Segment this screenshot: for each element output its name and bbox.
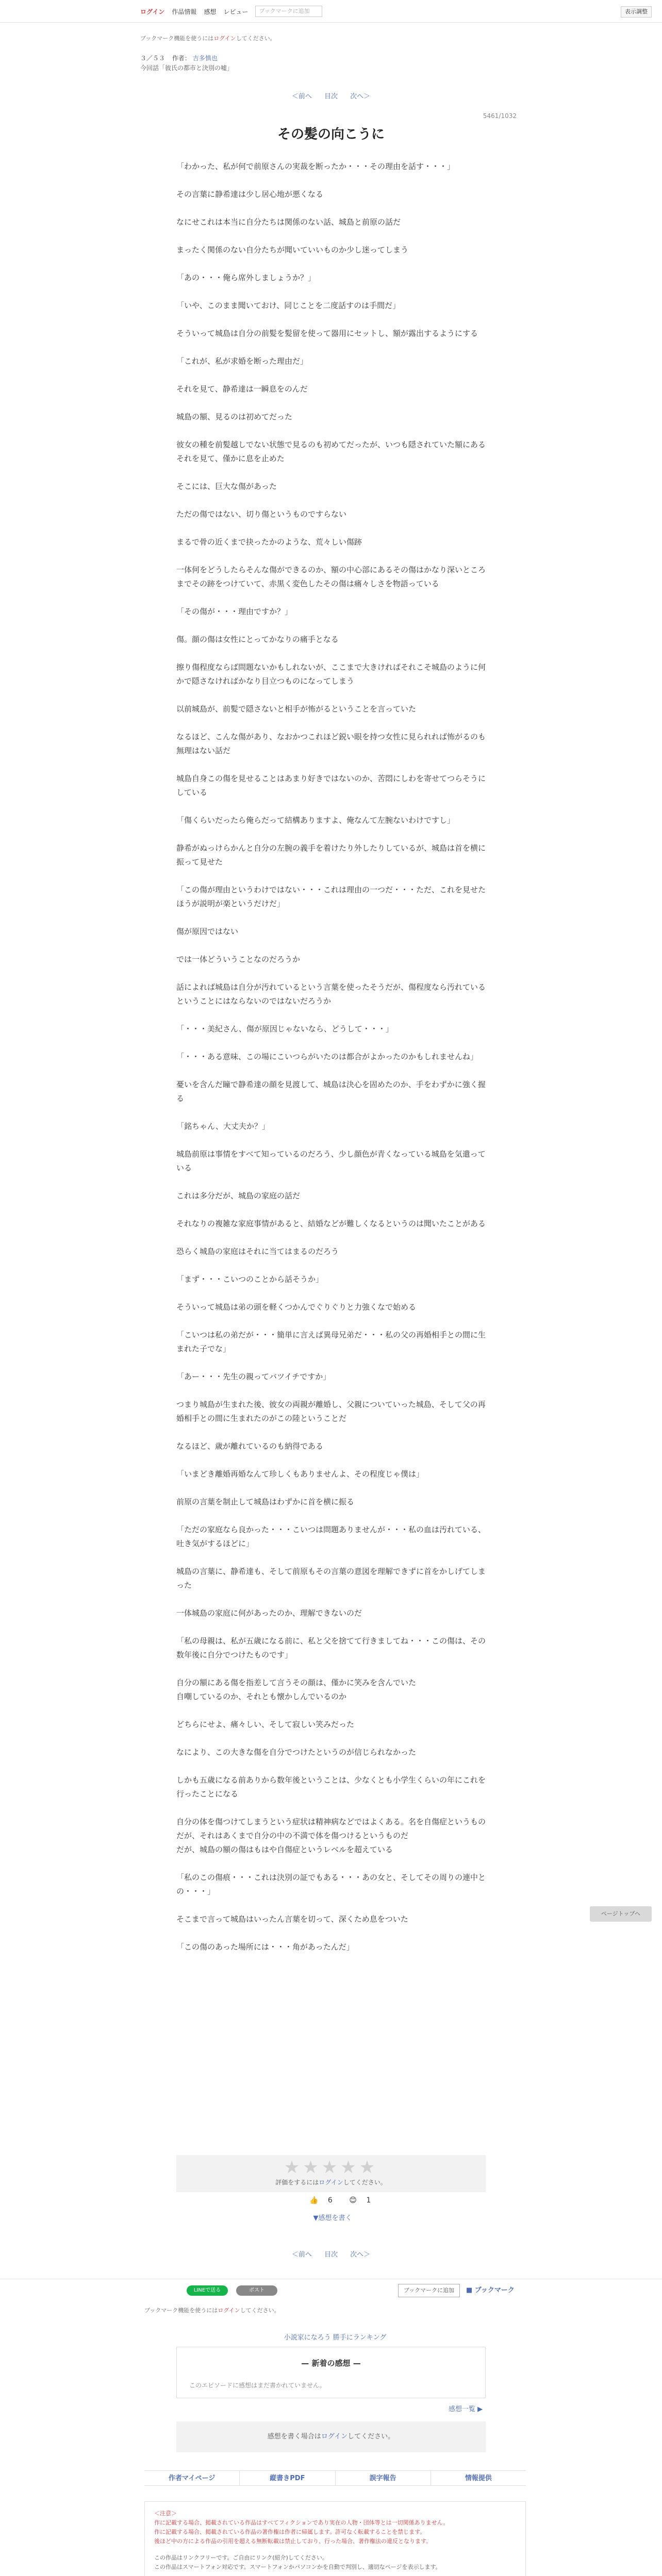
novel-paragraph: なにせこれは本当に自分たちは関係のない話、城島と前原の話だ bbox=[176, 217, 401, 227]
notice-smartphone: この作品はスマートフォン対応です。スマートフォンかパソコンかを自動で判別し、適切なページを表示します。 bbox=[154, 2564, 441, 2570]
novel-paragraph: そういって城島は弟の頭を軽くつかんでぐりぐりと力強くなで始める bbox=[176, 1302, 417, 1312]
novel-paragraph: 「こいつは私の弟だが・・・簡単に言えば異母兄弟だ・・・私の父の再婚相手との間に生まれた子でな」 bbox=[176, 1330, 486, 1353]
impressions-empty: このエピソードに感想はまだ書かれていません。 bbox=[189, 2382, 326, 2389]
rating-stars[interactable]: ★★★★★ bbox=[284, 2157, 378, 2178]
content-header bbox=[140, 34, 522, 72]
ranking-link[interactable]: 小説家になろう 勝手にランキング bbox=[284, 2334, 387, 2342]
display-settings-button[interactable]: 表示調整 bbox=[621, 6, 652, 18]
novel-paragraph: そういって城島は自分の前髪を髪留を使って器用にセットし、額が露出するようにする bbox=[176, 329, 478, 338]
novel-paragraph: 「わかった、私が何で前原さんの実裁を断ったか・・・その理由を話す・・・」 bbox=[176, 162, 455, 171]
novel-paragraph: 城島の言葉に、静希達も、そして前原もその言葉の意図を理解できずに首をかしげてしまった bbox=[176, 1567, 486, 1590]
notice-box bbox=[144, 2501, 526, 2576]
impressions-list-link[interactable]: 感想一覧 ▶ bbox=[449, 2405, 483, 2413]
novel-paragraph: 「私のこの傷痕・・・これは決別の証でもある・・・あの女と、そしてその周りの連中との・・・」 bbox=[176, 1873, 486, 1896]
next-link[interactable]: 次へ＞ bbox=[350, 93, 371, 100]
novel-paragraph: 城島の額、見るのは初めてだった bbox=[176, 412, 293, 421]
novel-paragraph: 自分の額にある傷を指差して言うその顔は、僅かに笑みを含んでいた 自嘲しているのか、それとも懐かしんでいるのか bbox=[176, 1678, 417, 1701]
novel-paragraph: 一体何をどうしたらそんな傷ができるのか、額の中心部にあるその傷はかなり深いところまでその跡をつけていて、赤黒く変色したその傷は痛々しさを物語っている bbox=[176, 565, 486, 588]
typo-report-link[interactable]: 誤字報告 bbox=[336, 2471, 431, 2485]
write-login-link[interactable]: ログイン bbox=[321, 2433, 348, 2441]
vertical-pdf-link[interactable]: 縦書きPDF bbox=[240, 2471, 335, 2485]
novel-paragraph: 「銘ちゃん、大丈夫か？」 bbox=[176, 1122, 270, 1131]
novel-paragraph: まるで骨の近くまで抉ったかのような、荒々しい傷跡 bbox=[176, 537, 362, 547]
notice-text-3: 後ほど中の方による作品の引用を超える無断転載は禁止しており、行った場合、著作権法の違反となります。 bbox=[154, 2538, 432, 2545]
login-link[interactable]: ログイン bbox=[140, 8, 165, 15]
info-provide-link[interactable]: 情報提供 bbox=[465, 2475, 492, 2482]
novel-paragraph: 傷。顔の傷は女性にとってかなりの痛手となる bbox=[176, 635, 339, 644]
rating-note: 評価をするにはログインしてください。 bbox=[275, 2179, 387, 2186]
rating-box bbox=[176, 2155, 486, 2192]
novel-paragraph: 「傷くらいだったら俺らだって結構ありますよ、俺なんて左腕ないわけですし」 bbox=[176, 816, 455, 825]
x-share-button[interactable]: ポスト bbox=[236, 2285, 277, 2296]
novel-paragraph: 「あの・・・俺ら席外しましょうか？」 bbox=[176, 273, 316, 282]
smile-icon[interactable]: 😊 1 bbox=[349, 2196, 371, 2205]
novel-paragraph: 「あー・・・先生の親ってバツイチですか」 bbox=[176, 1372, 331, 1381]
bookmark-button[interactable]: ■ ブックマーク bbox=[466, 2286, 515, 2294]
novel-paragraph: 憂いを含んだ瞳で静希達の顔を見渡して、城島は決心を固めたのか、手をわずかに強く握る bbox=[176, 1080, 486, 1103]
novel-paragraph: 彼女の種を前髪越しでない状態で見るのも初めてだったが、いつも隠されていた額にあるそれを見て、僅かに息を止めた bbox=[176, 440, 486, 463]
novel-paragraph: 「・・・美紀さん、傷が原因じゃないなら、どうして・・・」 bbox=[176, 1024, 393, 1033]
bookmark-login-link-bottom[interactable]: ログイン bbox=[218, 2307, 240, 2314]
series-info: ３／５３ 作者： 吉多慎也 今回話「彼氏の都市と決別の嘘」 bbox=[140, 54, 522, 72]
novel-paragraph: 傷が原因ではない bbox=[176, 927, 239, 936]
novel-paragraph: 話によれば城島は自分が汚れているという言葉を使ったそうだが、傷程度なら汚れているということにはならないのではないだろうか bbox=[176, 982, 486, 1006]
notice-text-2: 作に記載する場合、掲載されている作品の著作権は作者に帰属します。許可なく転載することを禁じます。 bbox=[154, 2529, 426, 2535]
novel-paragraph: 「いまどき離婚再婚なんて珍しくもありませんよ、その程度じゃ僕は」 bbox=[176, 1469, 424, 1479]
novel-paragraph: 前原の言葉を制止して城島はわずかに首を横に振る bbox=[176, 1497, 355, 1506]
novel-paragraph: それなりの複雑な家庭事情があると、結婚などが難しくなるというのは聞いたことがある bbox=[176, 1219, 486, 1228]
notice-title: ＜注意＞ bbox=[154, 2510, 177, 2517]
novel-paragraph: そこには、巨大な傷があった bbox=[176, 482, 277, 491]
chapter-title: 今回話「彼氏の都市と決別の嘘」 bbox=[140, 64, 234, 72]
novel-paragraph: まったく関係のない自分たちが聞いていいものか少し迷ってしまう bbox=[176, 245, 409, 255]
episode-progress: ３／５３ bbox=[140, 55, 166, 62]
line-share-button[interactable]: LINEで送る bbox=[187, 2285, 228, 2296]
novel-paragraph: 恐らく城島の家庭はそれに当てはまるのだろう bbox=[176, 1247, 339, 1256]
top-header bbox=[0, 0, 662, 23]
nav-link-impressions[interactable]: 感想 bbox=[204, 8, 217, 15]
bookmark-add-box[interactable]: ブックマークに追加 bbox=[255, 6, 322, 17]
prev-link-bottom[interactable]: ＜前へ bbox=[291, 2251, 312, 2259]
novel-paragraph: 静希がぬっけらかんと自分の左腕の義手を着けたり外したりしているが、城島は首を横に振って見せた bbox=[176, 843, 486, 867]
novel-paragraph: これは多分だが、城島の家庭の話だ bbox=[176, 1191, 301, 1200]
novel-paragraph: 一体城島の家庭に何があったのか、理解できないのだ bbox=[176, 1608, 362, 1618]
thumbs-up-icon[interactable]: 👍 6 bbox=[309, 2196, 333, 2205]
nav-link-info[interactable]: 作品情報 bbox=[172, 8, 197, 15]
bottom-pager bbox=[176, 2249, 486, 2259]
novel-paragraph: 自分の体を傷つけてしまうという症状は精神病などではよくある。名を自傷症というものだが、それはあくまで自分の中の不満で体を傷つけるというものだ だが、城島の額の傷はもはや自傷症というレベルを超えている bbox=[176, 1817, 486, 1854]
bookmark-note-bottom: ブックマーク機能を使うにはログインしてください。 bbox=[144, 2307, 280, 2314]
novel-paragraph: 「この傷のあった場所には・・・角があったんだ」 bbox=[176, 1942, 354, 1952]
reactions bbox=[309, 2196, 385, 2205]
novel-paragraph: 「この傷が理由というわけではない・・・これは理由の一つだ・・・ただ、これを見せたほうが説明が楽というだけだ」 bbox=[176, 885, 486, 908]
author-mypage-link[interactable]: 作者マイページ bbox=[144, 2471, 240, 2485]
notice-text-1: 作に記載する場合、掲載されている作品はすべてフィクションであり実在の人物・団体等とは一切関係ありません。 bbox=[154, 2519, 449, 2526]
novel-paragraph: 「いや、このまま聞いておけ、同じことを二度話すのは手間だ」 bbox=[176, 301, 401, 310]
impressions-heading: — 新着の感想 — bbox=[301, 2359, 361, 2368]
novel-paragraph: 「私の母親は、私が五歳になる前に、私と父を捨てて行きましてね・・・この傷は、その数年後に自分でつけたものです」 bbox=[176, 1636, 486, 1659]
novel-paragraph: 「ただの家庭なら良かった・・・こいつは問題ありませんが・・・私の血は汚れている、吐き気がするほどに」 bbox=[176, 1525, 486, 1548]
page-count: 5461/1032 bbox=[483, 112, 517, 120]
tool-links bbox=[144, 2470, 526, 2486]
novel-paragraph: 「まず・・・こいつのことから話そうか」 bbox=[176, 1275, 324, 1284]
top-pager bbox=[0, 91, 662, 100]
novel-paragraph: 「その傷が・・・理由ですか？」 bbox=[176, 607, 293, 616]
novel-paragraph: なるほど、歳が離れているのも納得である bbox=[176, 1442, 324, 1451]
novel-body bbox=[176, 160, 486, 1968]
toc-link[interactable]: 目次 bbox=[324, 93, 338, 100]
novel-paragraph: ただの傷ではない、切り傷というものですらない bbox=[176, 510, 347, 519]
prev-link[interactable]: ＜前へ bbox=[291, 93, 312, 100]
toc-link-bottom[interactable]: 目次 bbox=[324, 2251, 338, 2259]
bookmark-note: ブックマーク機能を使うにはログインしてください。 bbox=[140, 35, 276, 42]
novel-paragraph: では一体どういうことなのだろうか bbox=[176, 955, 301, 964]
novel-paragraph: しかも五歳になる前ありから数年後ということは、少なくとも小学生くらいの年にこれを行ったことになる bbox=[176, 1775, 486, 1799]
notice-link-free: この作品はリンクフリーです。ご自由にリンク(紹介)してください。 bbox=[154, 2554, 328, 2561]
novel-paragraph: 擦り傷程度ならば問題ないかもしれないが、ここまで大きければそれこそ城島のように何かで隠さなければかなり目立つものになってしまう bbox=[176, 663, 486, 686]
novel-paragraph: 城島前原は事情をすべて知っているのだろう、少し顔色が青くなっている城島を気遣っている bbox=[176, 1149, 486, 1173]
write-impression-box: 感想を書く場合はログインしてください。 bbox=[176, 2421, 486, 2452]
novel-paragraph: そこまで言って城島はいったん言葉を切って、深くため息をついた bbox=[176, 1914, 408, 1924]
novel-paragraph: 「これが、私が求婚を断った理由だ」 bbox=[176, 357, 308, 366]
novel-paragraph: それを見て、静希達は一瞬息をのんだ bbox=[176, 384, 308, 394]
bookmark-add-button[interactable]: ブックマークに追加 bbox=[398, 2284, 460, 2297]
novel-paragraph: どちらにせよ、痛々しい、そして寂しい笑みだった bbox=[176, 1720, 355, 1729]
author-link[interactable]: 吉多慎也 bbox=[192, 55, 218, 62]
novel-paragraph: その言葉に静希達は少し居心地が悪くなる bbox=[176, 190, 324, 199]
novel-paragraph: 「・・・ある意味、この場にこいつらがいたのは都合がよかったのかもしれませんね」 bbox=[176, 1052, 478, 1061]
page-top-button[interactable]: ページトップへ bbox=[590, 1906, 652, 1922]
header-inner bbox=[140, 0, 522, 23]
novel-paragraph: 以前城島が、前髪で隠さないと相手が怖がるということを言っていた bbox=[176, 704, 417, 714]
write-impression-link[interactable]: ▼感想を書く bbox=[313, 2214, 352, 2222]
nav-link-review[interactable]: レビュー bbox=[223, 8, 249, 15]
novel-paragraph: 城島自身この傷を見せることはあまり好きではないのか、苦悶にしわを寄せてつらそうにしている bbox=[176, 774, 486, 797]
impressions-box bbox=[176, 2347, 486, 2398]
bookmark-login-link[interactable]: ログイン bbox=[213, 35, 236, 42]
novel-paragraph: つまり城島が生まれた後、彼女の両親が離婚し、父親についていった城島、そして父の再婚相手との間に生まれたのがこの陸ということだ bbox=[176, 1400, 486, 1423]
bookmark-icon: ■ bbox=[466, 2286, 475, 2294]
next-link-bottom[interactable]: 次へ＞ bbox=[350, 2251, 371, 2259]
rating-login-link[interactable]: ログイン bbox=[319, 2179, 343, 2186]
novel-paragraph: なるほど、こんな傷があり、なおかつこれほど鋭い眼を持つ女性に見られれば怖がるのも無理はない話だ bbox=[176, 732, 486, 755]
episode-title: その髪の向こうに bbox=[277, 127, 385, 142]
novel-paragraph: なにより、この大きな傷を自分でつけたというのが信じられなかった bbox=[176, 1748, 417, 1757]
